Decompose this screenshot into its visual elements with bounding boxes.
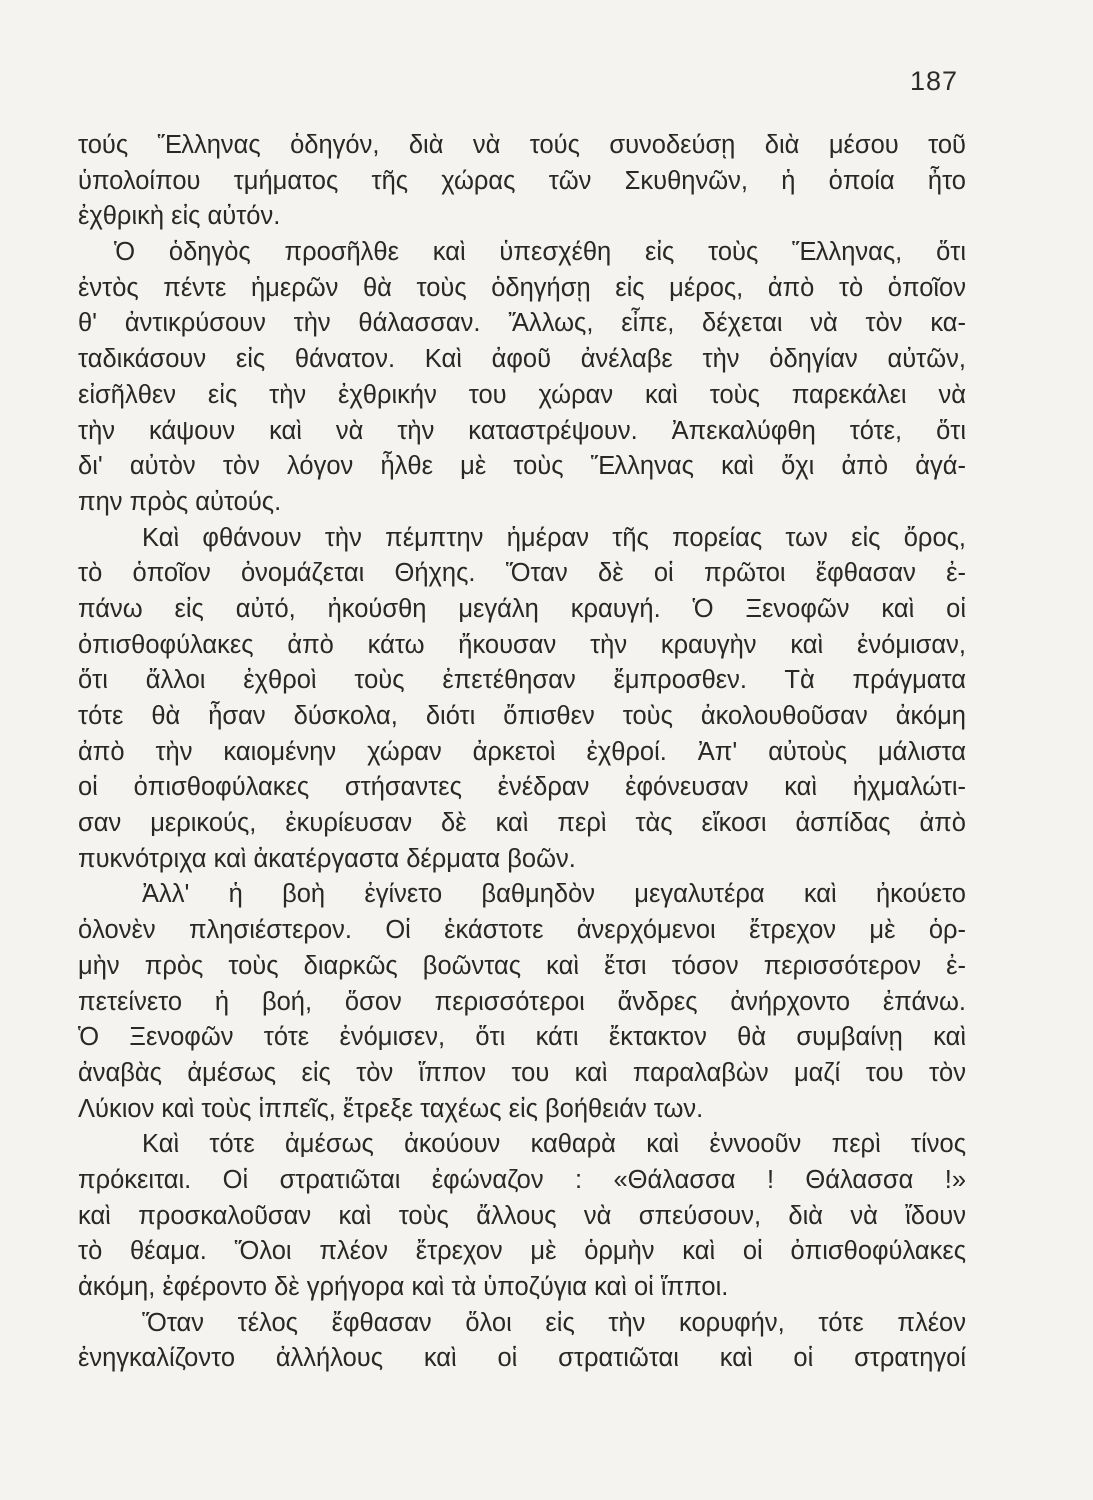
text-line: ἀναβὰς ἀμέσως εἰς τὸν ἵππον του καὶ παραλαβὼν μαζί του τὸν <box>78 1058 966 1087</box>
text-line: τὸ θέαμα. Ὅλοι πλέον ἔτρεχον μὲ ὁρμὴν καὶ οἱ ὀπισθοφύλακες <box>78 1237 966 1266</box>
text-line: τὴν κάψουν καὶ νὰ τὴν καταστρέψουν. Ἀπεκαλύφθη τότε, ὅτι <box>78 416 966 445</box>
text-line: ὀπισθοφύλακες ἀπὸ κάτω ἤκουσαν τὴν κραυγὴν καὶ ἐνόμισαν, <box>78 630 966 659</box>
text-line: ἀκόμη, ἐφέροντο δὲ γρήγορα καὶ τὰ ὑποζύγια καὶ οἱ ἵπποι. <box>78 1273 729 1301</box>
text-line: ὅτι ἄλλοι ἐχθροὶ τοὺς ἐπετέθησαν ἔμπροσθεν. Τὰ πράγματα <box>78 666 966 695</box>
text-line: ταδικάσουν εἰς θάνατον. Καὶ ἀφοῦ ἀνέλαβε τὴν ὁδηγίαν αὐτῶν, <box>78 345 966 374</box>
text-line: πυκνότριχα καὶ ἀκατέργαστα δέρματα βοῶν. <box>78 844 576 873</box>
text-line: δι' αὐτὸν τὸν λόγον ἦλθε μὲ τοὺς Ἕλληνας καὶ ὄχι ἀπὸ ἀγά- <box>78 452 966 481</box>
text-line: Ὁ Ξενοφῶν τότε ἐνόμισεν, ὅτι κάτι ἔκτακτον θὰ συμβαίνῃ καὶ <box>78 1023 966 1052</box>
text-line: πρόκειται. Οἱ στρατιῶται ἐφώναζον : «Θάλασσα ! Θάλασσα !» <box>78 1165 966 1194</box>
text-line: ὁλονὲν πλησιέστερον. Οἱ ἑκάστοτε ἀνερχόμενοι ἔτρεχον μὲ ὁρ- <box>78 916 966 945</box>
text-line: Ὁ ὁδηγὸς προσῆλθε καὶ ὑπεσχέθη εἰς τοὺς Ἕλληνας, ὅτι <box>114 238 966 267</box>
text-line: ἀπὸ τὴν καιομένην χώραν ἀρκετοὶ ἐχθροί. Ἀπ' αὐτοὺς μάλιστα <box>78 737 966 766</box>
text-line: μὴν πρὸς τοὺς διαρκῶς βοῶντας καὶ ἔτσι τόσον περισσότερον ἐ- <box>78 951 966 980</box>
text-line: Λύκιον καὶ τοὺς ἱππεῖς, ἔτρεξε ταχέως εἰς βοήθειάν των. <box>78 1094 704 1123</box>
text-line: πάνω εἰς αὐτό, ἠκούσθη μεγάλη κραυγή. Ὁ Ξενοφῶν καὶ οἱ <box>78 594 966 623</box>
text-line: Καὶ φθάνουν τὴν πέμπτην ἡμέραν τῆς πορείας των εἰς ὄρος, <box>142 523 966 552</box>
text-line: θ' ἀντικρύσουν τὴν θάλασσαν. Ἄλλως, εἶπε, δέχεται νὰ τὸν κα- <box>78 309 966 338</box>
text-line: οἱ ὀπισθοφύλακες στήσαντες ἐνέδραν ἐφόνευσαν καὶ ἠχμαλώτι- <box>78 773 966 802</box>
text-line: τούς Ἕλληνας ὁδηγόν, διὰ νὰ τούς συνοδεύσῃ διὰ μέσου τοῦ <box>78 131 966 159</box>
text-line: πετείνετο ἡ βοή, ὅσον περισσότεροι ἄνδρες ἀνήρχοντο ἐπάνω. <box>78 987 966 1016</box>
text-line: ἐνηγκαλίζοντο ἀλλήλους καὶ οἱ στρατιῶται καὶ οἱ στρατηγοί <box>78 1344 966 1373</box>
text-line: Ἀλλ' ἡ βοὴ ἐγίνετο βαθμηδὸν μεγαλυτέρα καὶ ἠκούετο <box>142 880 966 909</box>
text-line: εἰσῆλθεν εἰς τὴν ἐχθρικήν του χώραν καὶ τοὺς παρεκάλει νὰ <box>78 380 966 409</box>
text-line: τότε θὰ ἦσαν δύσκολα, διότι ὄπισθεν τοὺς ἀκολουθοῦσαν ἀκόμη <box>78 702 966 730</box>
text-line: τὸ ὁποῖον ὀνομάζεται Θήχης. Ὅταν δὲ οἱ πρῶτοι ἔφθασαν ἐ- <box>78 559 966 588</box>
text-line: πην πρὸς αὐτούς. <box>78 487 282 516</box>
text-line: Ὅταν τέλος ἔφθασαν ὅλοι εἰς τὴν κορυφήν, τότε πλέον <box>142 1308 966 1337</box>
text-line: ἐχθρικὴ εἰς αὐτόν. <box>78 202 281 231</box>
text-line: καὶ προσκαλοῦσαν καὶ τοὺς ἄλλους νὰ σπεύσουν, διὰ νὰ ἴδουν <box>78 1201 966 1230</box>
text-line: ὑπολοίπου τμήματος τῆς χώρας τῶν Σκυθηνῶν, ἡ ὁποία ἦτο <box>78 166 966 195</box>
text-line: σαν μερικούς, ἐκυρίευσαν δὲ καὶ περὶ τὰς εἴκοσι ἀσπίδας ἀπὸ <box>78 809 966 838</box>
page-number: 187 <box>909 66 958 96</box>
text-line: ἐντὸς πέντε ἡμερῶν θὰ τοὺς ὁδηγήσῃ εἰς μέρος, ἀπὸ τὸ ὁποῖον <box>78 273 966 302</box>
body-text <box>78 128 966 1377</box>
text-line: Καὶ τότε ἀμέσως ἀκούουν καθαρὰ καὶ ἐννοοῦν περὶ τίνος <box>142 1130 966 1159</box>
